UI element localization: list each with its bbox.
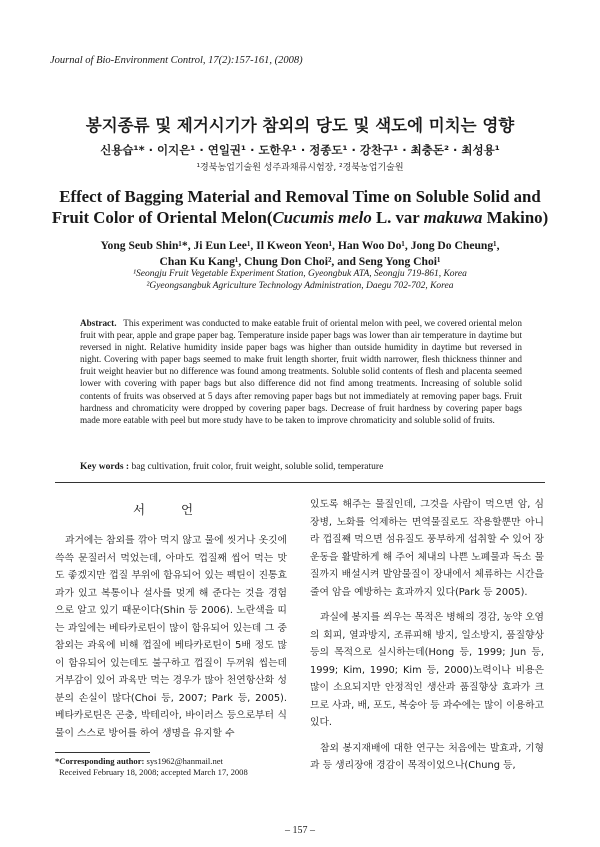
keywords bbox=[80, 462, 540, 472]
keywords-label: Key words : bbox=[80, 462, 130, 472]
corresponding-author bbox=[55, 756, 248, 767]
korean-title: 봉지종류 및 제거시기가 참외의 당도 및 색도에 미치는 영향 bbox=[85, 116, 515, 135]
english-title-mid: L. var bbox=[371, 208, 424, 227]
corresponding-label: *Corresponding author: bbox=[55, 756, 145, 766]
english-authors-line1: Yong Seub Shin¹*, Ji Eun Lee¹, Il Kweon Yeon¹, Han Woo Do¹, Jong Do Cheung¹, bbox=[100, 239, 500, 252]
english-authors bbox=[0, 238, 600, 269]
abstract bbox=[80, 317, 522, 426]
english-title-line2 bbox=[0, 207, 600, 228]
english-affiliations bbox=[0, 268, 600, 292]
korean-affiliation: ¹경북농업기술원 성주과채류시험장, ²경북농업기술원 bbox=[196, 163, 404, 173]
received-date: Received February 18, 2008; accepted March 17, 2008 bbox=[59, 766, 248, 777]
right-column-paragraph-1: 있도록 해주는 물질인데, 그것을 사람이 먹으면 암, 심장병, 노화를 억제하는 면역물질로도 작용할뿐만 아니라 껍질째 먹으면 섬유질도 풍부하게 섭취할 수 있어 장운동을 활발하게 해 주어 체내의 나쁜 노폐물과 독소 물질까지 배설시켜 발암물질이 장내에서 체류하는 시간을 줄여 암을 예방하는 효과까지 있다(Park 등 2005). bbox=[310, 499, 544, 598]
abstract-label: Abstract. bbox=[80, 318, 117, 328]
english-title-variety: makuwa bbox=[423, 208, 483, 227]
right-column-paragraph-3: 참외 봉지재배에 대한 연구는 처음에는 발효과, 기형과 등 생리장애 경감이 목적이었으나(Chung 등, bbox=[310, 742, 544, 771]
right-column bbox=[310, 496, 544, 775]
english-title-line1: Effect of Bagging Material and Removal Time on Soluble Solid and bbox=[59, 187, 541, 206]
right-column-paragraph-2: 과실에 봉지를 씌우는 목적은 병해의 경감, 농약 오염의 회피, 열과방지, 조류피해 방지, 일소방지, 품질향상 등의 목적으로 실시하는데(Hong 등, 1999; Jun 등, 1999; Kim, 1990; Kim 등, 2000)노력이나 비용은 많이 소요되지만 안정적인 생산과 품질향상 효과가 크므로 사과, 배, 포도, 복숭아 등 과수에는 많이 이용하고 있다. bbox=[310, 612, 544, 728]
english-title-prefix: Fruit Color of Oriental Melon( bbox=[51, 208, 273, 227]
abstract-text: This experiment was conducted to make eatable fruit of oriental melon with peel, we covered oriental melon fruit with pear, apple and grape paper bag. Temperature inside paper bags was lower than air temperature in daytime but reversed in night. Relative humidity inside paper bags was higher than outside humidity in daytime but reversed in night. Covering with paper bags seemed to make fruit length shorter, fruit width narrower, flesh thickness thinner and fruit weight heavier but no difference was found among treatments. Soluble solid contents of flesh and placenta seemed lower with covering with paper bags but also difference did not find among treatments. Increasing of soluble solid contents of fruits was observed at 5 days after removing paper bags but not immediately at removing paper bags. Fruit hardness and chromaticity were dropped by covering paper bags. Decrease of fruit hardness by covering paper bags made more eatable with peel but more study have to be taken to improve chromaticity and soluble solid of fruits. bbox=[80, 318, 522, 425]
corresponding-email: sys1962@hanmail.net bbox=[146, 756, 223, 766]
english-authors-line2: Chan Ku Kang¹, Chung Don Choi², and Seng Yong Choi¹ bbox=[159, 254, 441, 268]
left-column bbox=[55, 532, 287, 742]
korean-authors: 신용습¹* · 이지은¹ · 연일권¹ · 도한우¹ · 정종도¹ · 강찬구¹ · 최충돈² · 최성용¹ bbox=[100, 143, 500, 157]
footnote-rule bbox=[55, 752, 150, 753]
section-heading: 서 언 bbox=[132, 502, 210, 517]
journal-citation: Journal of Bio-Environment Control, 17(2):157-161, (2008) bbox=[50, 55, 303, 66]
page-number: – 157 – bbox=[285, 825, 315, 836]
english-title-suffix: Makino) bbox=[482, 208, 549, 227]
english-affiliation-1: ¹Seongju Fruit Vegetable Experiment Station, Gyeongbuk ATA, Seongju 719-861, Korea bbox=[133, 269, 467, 279]
footnote bbox=[55, 756, 248, 777]
english-title bbox=[0, 186, 600, 228]
left-column-paragraph: 과거에는 참외를 깎아 먹지 않고 물에 씻거나 옷깃에 쓱쓱 문질러서 먹었는데, 아마도 껍질째 씹어 먹는 맛도 좋겠지만 껍질 부위에 함유되어 있는 펙틴이 진통효과가 있고 복통이나 설사를 멎게 해 준다는 것을 경험으로 알고 있기 때문이다(Shin 등 2006). 노란색을 띠는 과일에는 베타카로틴이 많이 함유되어 있는데 그 중 참외는 과육에 비해 껍질에 베타카로틴이 5배 정도 많이 함유되어 있는데도 불구하고 껍질이 두꺼워 씹는데 거부감이 있어 과육만 먹는 경우가 많아 천연항산화 성분의 손실이 많다(Choi 등, 2007; Park 등, 2005). 베타카로틴은 곤충, 박테리아, 바이러스 등으로부터 식물이 스스로 방어를 하여 생명을 유지할 수 bbox=[55, 535, 287, 739]
english-title-species: Cucumis melo bbox=[272, 208, 372, 227]
section-divider bbox=[55, 482, 545, 483]
english-affiliation-2: ²Gyeongsangbuk Agriculture Technology Administration, Daegu 702-702, Korea bbox=[146, 281, 454, 291]
keywords-text: bag cultivation, fruit color, fruit weight, soluble solid, temperature bbox=[131, 462, 384, 472]
